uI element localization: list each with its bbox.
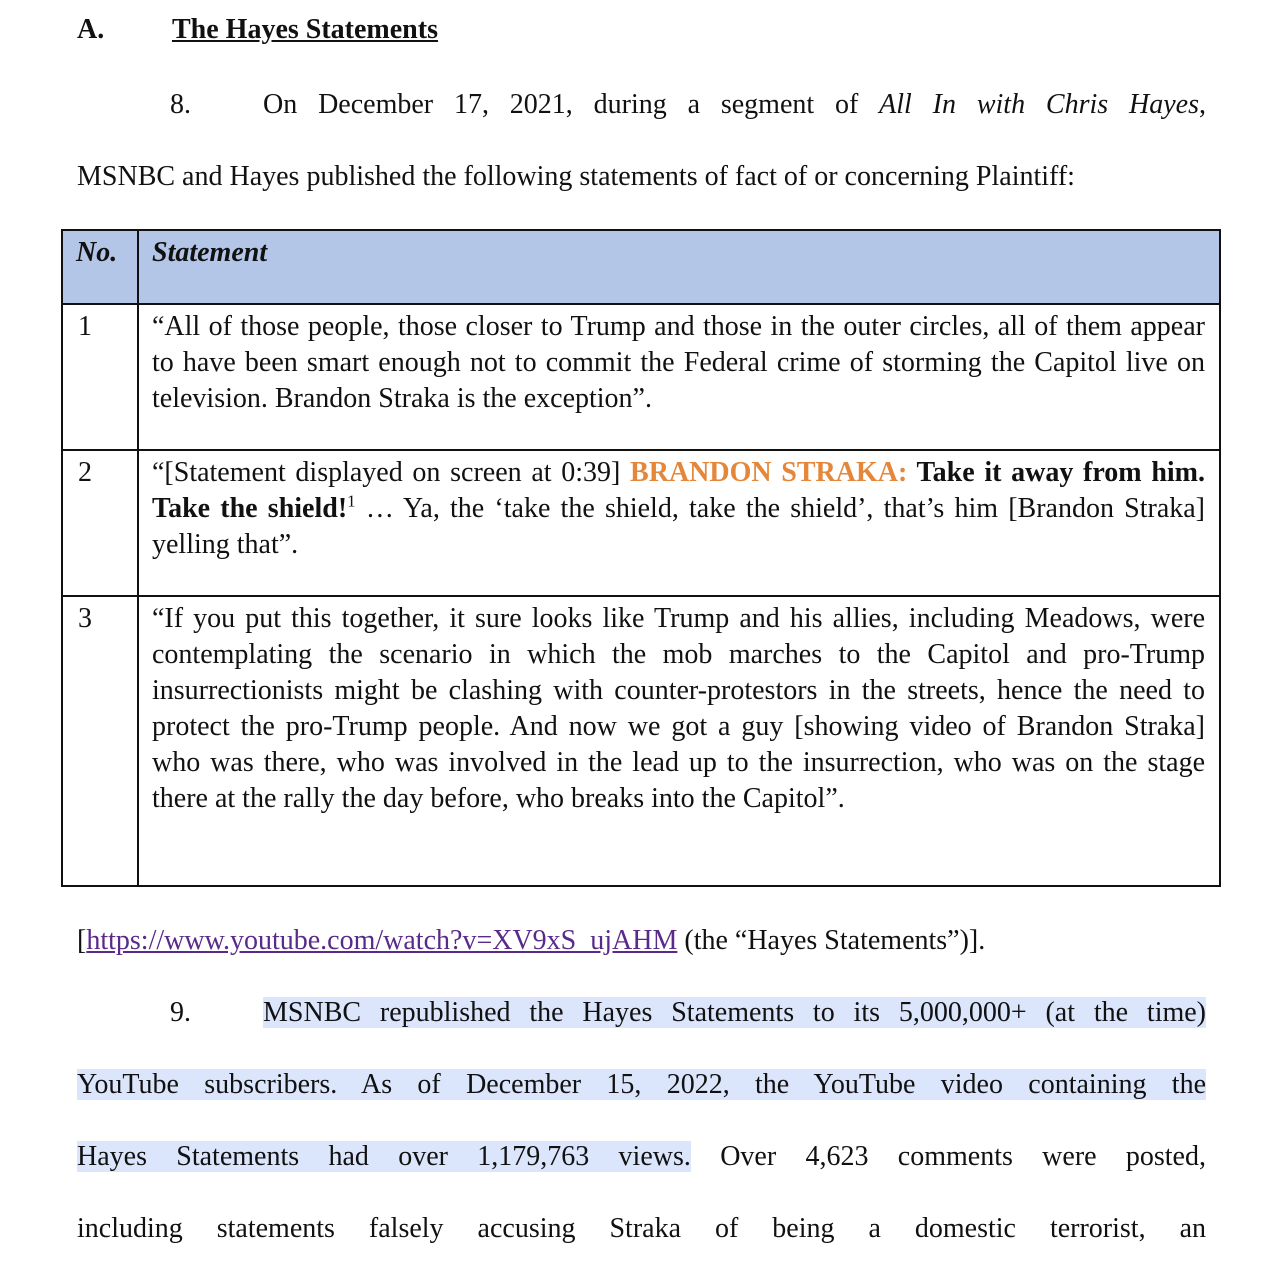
row-number: 3 [62,596,138,886]
highlighted-text: Hayes Statements had over 1,179,763 views. [77,1141,691,1172]
speaker-quote: Take it away from him. Take the shield! [152,457,1205,524]
source-close: (the “Hayes Statements”)]. [677,925,986,956]
highlighted-text: YouTube subscribers. As of December 15, 2022, the YouTube video containing the [77,1069,1206,1100]
source-line [77,925,1206,957]
source-open-bracket: [ [77,925,87,956]
table-row [62,304,1220,450]
footnote-marker[interactable]: 1 [347,491,356,511]
para-9-line-4: including statements falsely accusing Straka of being a domestic terrorist, an [77,1213,1206,1244]
statement-text: “If you put this together, it sure looks like Trump and his allies, including Meadows, were contemplating the scenario in which the mob marches to the Capitol and pro-Trump insurrectionists might be clashing with counter-protestors in the streets, hence the need to protect the pro-Trump people. And now we got a guy [showing video of Brandon Straka] who was there, who was involved in the lead up to the insurrection, who was on the stage there at the rally the day before, who breaks into the Capitol”. [138,596,1220,886]
row-number: 2 [62,450,138,596]
para-8-line-2: MSNBC and Hayes published the following statements of fact of or concerning Plaintiff: [77,161,1075,192]
para-number: 9. [170,997,191,1028]
statement-text: “All of those people, those closer to Trump and those in the outer circles, all of them appear to have been smart enough not to commit the Federal crime of storming the Capitol live on television. Brandon Straka is the exception”. [138,304,1220,450]
statements-table [61,229,1221,887]
para-9-text: Over 4,623 comments were posted, [690,1141,1206,1172]
table-row [62,450,1220,596]
para-9-line-1 [77,997,1206,1029]
statement-post: … Ya, the ‘take the shield, take the shield’, that’s him [Brandon Straka] yelling that”. [152,493,1205,560]
header-no: No. [62,230,138,304]
table-row [62,596,1220,886]
statement-pre: “[Statement displayed on screen at 0:39] [152,457,631,488]
section-letter: A. [77,14,105,45]
row-number: 1 [62,304,138,450]
show-title: All In with Chris Hayes [879,89,1199,120]
highlighted-text: MSNBC republished the Hayes Statements to its 5,000,000+ (at the time) [263,997,1206,1028]
table-header-row [62,230,1220,304]
para-8-line-1 [77,89,1206,121]
statement-text [138,450,1220,596]
header-statement: Statement [138,230,1220,304]
section-heading [77,14,438,46]
para-9-line-2 [77,1069,1206,1101]
para-number: 8. [170,89,191,120]
section-title: The Hayes Statements [172,14,438,45]
speaker-label: BRANDON STRAKA: [630,457,908,488]
para-9-line-3 [77,1141,1206,1173]
source-link[interactable]: https://www.youtube.com/watch?v=XV9xS_ujAHM [86,925,678,956]
para-8-text-post: , [1199,89,1206,120]
para-8-text-pre: On December 17, 2021, during a segment of [263,89,880,120]
